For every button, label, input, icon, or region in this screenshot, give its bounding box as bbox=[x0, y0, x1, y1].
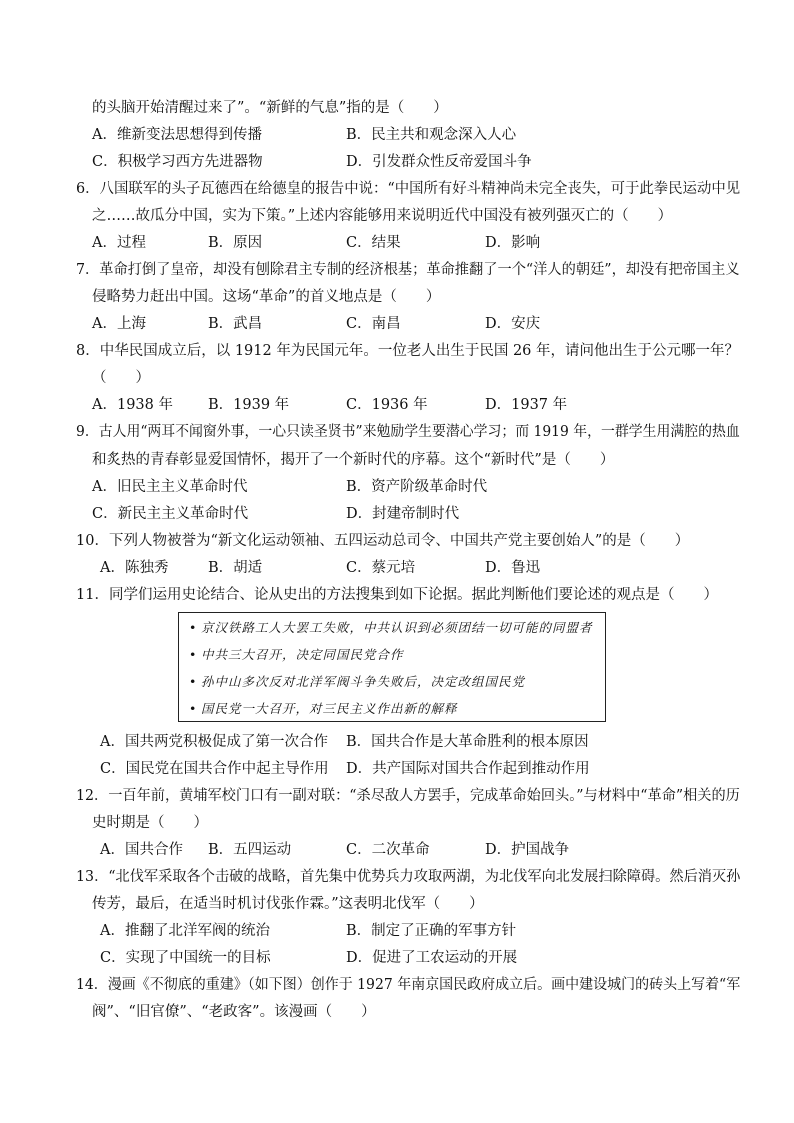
q14-stem-line1: 14．漫画《不彻底的重建》（如下图）创作于 1927 年南京国民政府成立后。画中建设城门的砖头上写着“军 bbox=[76, 977, 741, 993]
evidence-text: 中共三大召开，决定同国民党合作 bbox=[201, 647, 404, 662]
q11-option-d: D．共产国际对国共合作起到推动作用 bbox=[346, 761, 590, 777]
q12-option-a: A．国共合作 bbox=[100, 842, 183, 858]
q8-stem-line2: （ ） bbox=[92, 370, 150, 386]
q8-stem-line1: 8．中华民国成立后，以 1912 年为民国元年。一位老人出生于民国 26 年，请问他出生于公元哪一年？ bbox=[76, 343, 740, 359]
q10-option-c: C．蔡元培 bbox=[346, 560, 416, 576]
q5-option-a: A．维新变法思想得到传播 bbox=[92, 127, 262, 143]
bullet-icon: • bbox=[189, 620, 198, 635]
q12-stem-line1: 12．一百年前，黄埔军校门口有一副对联：“杀尽敌人方罢手，完成革命始回头。”与材料中“革命”相关的历 bbox=[76, 788, 740, 804]
q12-stem-line2: 史时期是（ ） bbox=[92, 815, 208, 831]
q8-option-a: A．1938 年 bbox=[92, 397, 173, 413]
q8-option-d: D．1937 年 bbox=[485, 397, 568, 413]
q13-option-a: A．推翻了北洋军阀的统治 bbox=[100, 923, 270, 939]
q5-option-c: C．积极学习西方先进器物 bbox=[92, 154, 263, 170]
q13-option-c: C．实现了中国统一的目标 bbox=[100, 950, 271, 966]
q13-option-b: B．制定了正确的军事方针 bbox=[346, 923, 517, 939]
q13-stem-line2: 传芳，最后，在适当时机讨伐张作霖。”这表明北伐军（ ） bbox=[92, 896, 484, 912]
q11-option-a: A．国共两党积极促成了第一次合作 bbox=[100, 734, 328, 750]
q6-option-d: D．影响 bbox=[485, 235, 541, 251]
q11-option-c: C．国民党在国共合作中起主导作用 bbox=[100, 761, 329, 777]
q6-stem-line1: 6．八国联军的头子瓦德西在给德皇的报告中说：“中国所有好斗精神尚未完全丧失，可于此拳民运动中见 bbox=[76, 181, 741, 197]
q12-option-d: D．护国战争 bbox=[485, 842, 570, 858]
q10-option-b: B．胡适 bbox=[208, 560, 263, 576]
q8-option-c: C．1936 年 bbox=[346, 397, 428, 413]
q6-option-a: A．过程 bbox=[92, 235, 146, 251]
q9-option-d: D．封建帝制时代 bbox=[346, 506, 460, 522]
q5-option-b: B．民主共和观念深入人心 bbox=[346, 127, 517, 143]
evidence-item bbox=[189, 619, 593, 637]
q13-stem-line1: 13．“北伐军采取各个击破的战略，首先集中优势兵力攻取两湖，为北伐军向北发展扫除障碍。然后消灭孙 bbox=[76, 869, 741, 885]
q7-option-a: A．上海 bbox=[92, 316, 146, 332]
q6-stem-line2: 之……故瓜分中国，实为下策。”上述内容能够用来说明近代中国没有被列强灭亡的（ ） bbox=[92, 208, 673, 224]
q5-option-d: D．引发群众性反帝爱国斗争 bbox=[346, 154, 532, 170]
q12-option-b: B．五四运动 bbox=[208, 842, 292, 858]
bullet-icon: • bbox=[189, 701, 198, 716]
q7-stem-line2: 侵略势力赶出中国。这场“革命”的首义地点是（ ） bbox=[92, 289, 441, 305]
q6-option-b: B．原因 bbox=[208, 235, 263, 251]
bullet-icon: • bbox=[189, 674, 198, 689]
q12-option-c: C．二次革命 bbox=[346, 842, 430, 858]
q9-option-a: A．旧民主主义革命时代 bbox=[92, 479, 248, 495]
q11-evidence-box bbox=[178, 612, 606, 722]
evidence-text: 孙中山多次反对北洋军阀斗争失败后，决定改组国民党 bbox=[201, 674, 526, 689]
q7-option-b: B．武昌 bbox=[208, 316, 263, 332]
q7-stem-line1: 7．革命打倒了皇帝，却没有刨除君主专制的经济根基；革命推翻了一个“洋人的朝廷”，却没有把帝国主义 bbox=[76, 262, 740, 278]
evidence-item bbox=[189, 673, 525, 691]
q9-option-c: C．新民主主义革命时代 bbox=[92, 506, 249, 522]
q10-stem: 10．下列人物被誉为“新文化运动领袖、五四运动总司令、中国共产党主要创始人”的是（ ） bbox=[76, 533, 690, 549]
q13-option-d: D．促进了工农运动的开展 bbox=[346, 950, 518, 966]
q9-stem-line1: 9．古人用“两耳不闻窗外事，一心只读圣贤书”来勉励学生要潜心学习；而 1919 年，一群学生用满腔的热血 bbox=[76, 424, 740, 440]
evidence-text: 京汉铁路工人大罢工失败，中共认识到必须团结一切可能的同盟者 bbox=[201, 620, 593, 635]
q9-option-b: B．资产阶级革命时代 bbox=[346, 479, 488, 495]
q14-stem-line2: 阀”、“旧官僚”、“老政客”。该漫画（ ） bbox=[92, 1004, 376, 1020]
evidence-item bbox=[189, 700, 458, 718]
evidence-item bbox=[189, 646, 404, 664]
bullet-icon: • bbox=[189, 647, 198, 662]
q8-option-b: B．1939 年 bbox=[208, 397, 290, 413]
q10-option-a: A．陈独秀 bbox=[100, 560, 169, 576]
q9-stem-line2: 和炙热的青春彰显爱国情怀，揭开了一个新时代的序幕。这个“新时代”是（ ） bbox=[92, 452, 615, 468]
q7-option-d: D．安庆 bbox=[485, 316, 541, 332]
q7-option-c: C．南昌 bbox=[346, 316, 401, 332]
q6-option-c: C．结果 bbox=[346, 235, 401, 251]
q5-stem-continued: 的头脑开始清醒过来了”。“新鲜的气息”指的是（ ） bbox=[92, 100, 448, 116]
q11-stem: 11．同学们运用史论结合、论从史出的方法搜集到如下论据。据此判断他们要论述的观点是（ ） bbox=[76, 587, 718, 603]
evidence-text: 国民党一大召开，对三民主义作出新的解释 bbox=[201, 701, 458, 716]
q10-option-d: D．鲁迅 bbox=[485, 560, 541, 576]
q11-option-b: B．国共合作是大革命胜利的根本原因 bbox=[346, 734, 589, 750]
